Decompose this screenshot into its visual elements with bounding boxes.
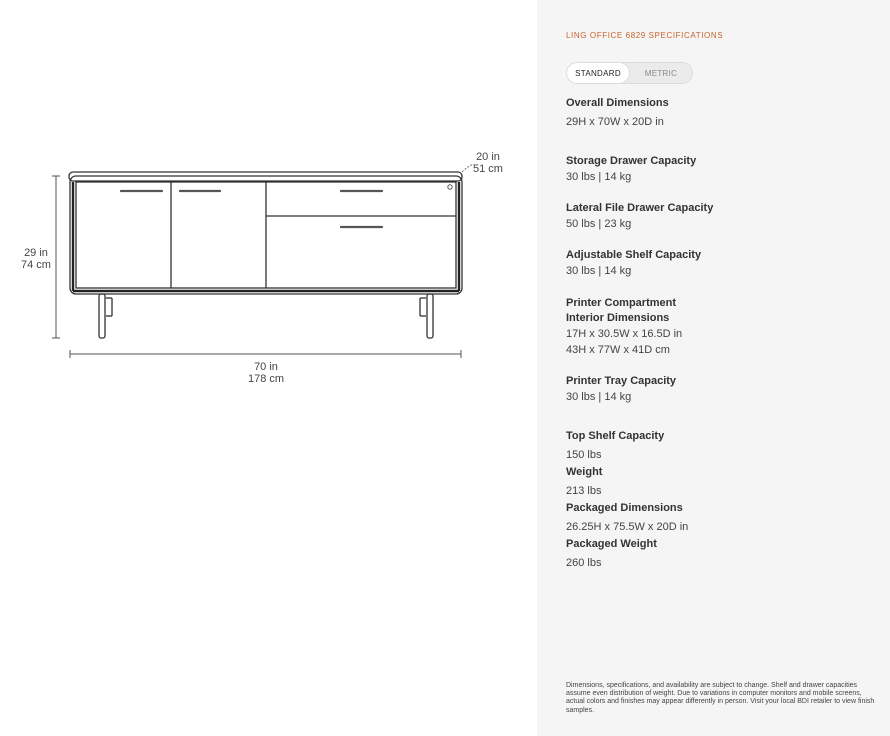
metric-units-button[interactable]: METRIC (644, 68, 678, 78)
depth-cm: 51 cm (473, 163, 503, 175)
specifications-title: LING OFFICE 6829 SPECIFICATIONS (566, 31, 724, 40)
width-dimension-line (70, 350, 461, 358)
width-in: 70 in (254, 361, 278, 373)
standard-units-button[interactable]: STANDARD (566, 62, 630, 84)
height-cm: 74 cm (21, 259, 51, 271)
credenza-line-drawing (0, 0, 537, 420)
height-in: 29 in (24, 247, 48, 259)
spec-weight: Weight 213 lbs (566, 466, 603, 497)
width-dimension-label (243, 361, 289, 385)
depth-in: 20 in (476, 151, 500, 163)
spec-printer-tray-capacity: Printer Tray Capacity 30 lbs | 14 kg (566, 375, 677, 403)
depth-dimension-label (470, 151, 506, 175)
disclaimer-text: Dimensions, specifications, and availability are subject to change. Shelf and drawer capacities assume even distribution of weight. Due to variations in computer monitors and mobile screens, actual colors and finishes may appear differently in person. Visit your local BDI retailer to view finish samples. (566, 682, 875, 714)
spec-storage-drawer-capacity: Storage Drawer Capacity 30 lbs | 14 kg (566, 155, 697, 183)
legs (99, 294, 433, 338)
unit-toggle (566, 62, 693, 84)
specifications-panel (537, 0, 890, 736)
spec-overall-dimensions: Overall Dimensions 29H x 70W x 20D in (566, 97, 669, 128)
width-cm: 178 cm (247, 373, 285, 385)
height-dimension-label (16, 247, 56, 271)
spec-adjustable-shelf-capacity: Adjustable Shelf Capacity 30 lbs | 14 kg (566, 249, 702, 277)
spec-lateral-file-drawer-capacity: Lateral File Drawer Capacity 50 lbs | 23 kg (566, 202, 714, 230)
spec-packaged-dimensions: Packaged Dimensions 26.25H x 75.5W x 20D in (566, 502, 689, 533)
spec-printer-compartment: Printer Compartment Interior Dimensions 17H x 30.5W x 16.5D in 43H x 77W x 41D cm (566, 297, 683, 356)
spec-top-shelf-capacity: Top Shelf Capacity 150 lbs (566, 430, 665, 461)
spec-packaged-weight: Packaged Weight 260 lbs (566, 538, 657, 569)
lock-icon (448, 185, 452, 189)
